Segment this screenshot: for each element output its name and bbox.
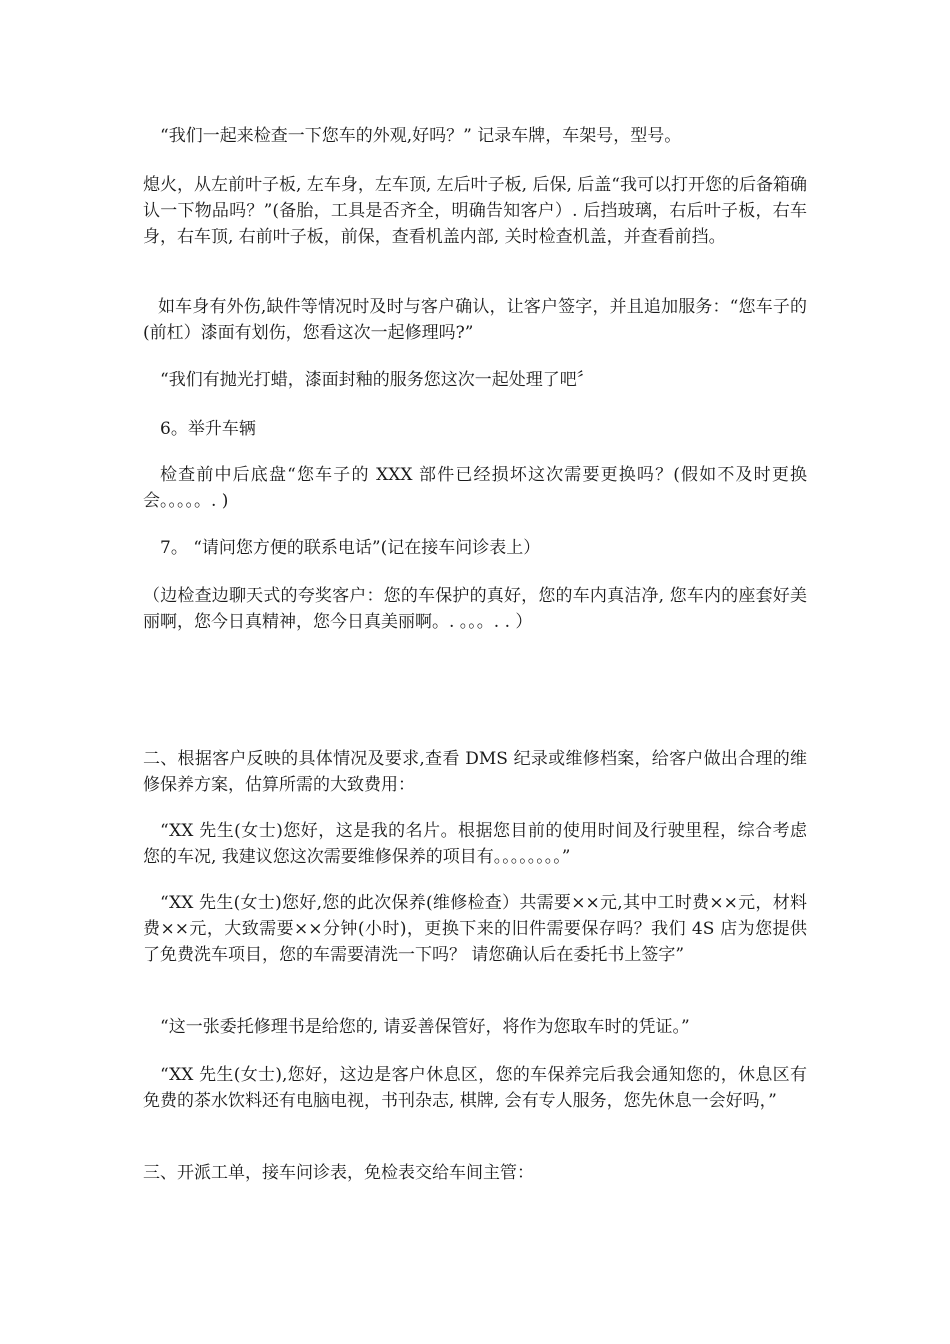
paragraph-section-2-heading: 二、根据客户反映的具体情况及要求,查看 DMS 纪录或维修档案，给客户做出合理的维修保养方案，估算所需的大致费用： (143, 749, 807, 795)
paragraph-lounge-area: “XX 先生(女士),您好，这边是客户休息区，您的车保养完后我会通知您的，休息区有免费的茶水饮料还有电脑电视，书刊杂志, 棋牌, 会有专人服务，您先休息一会好吗，” (143, 1065, 807, 1111)
paragraph-compliment-customer: （边检查边聊天式的夸奖客户：您的车保护的真好，您的车内真洁净, 您车内的座套好美丽啊，您今日真精神，您今日真美丽啊。. 。。。. . ） (143, 586, 807, 632)
paragraph-business-card: “XX 先生(女士)您好，这是我的名片。根据您目前的使用时间及行驶里程，综合考虑您的车况, 我建议您这次需要维修保养的项目有。。。。。。。。” (143, 821, 807, 867)
paragraph-cost-estimate: “XX 先生(女士)您好,您的此次保养(维修检查）共需要××元,其中工时费××元，材料费××元，大致需要××分钟(小时)，更换下来的旧件需要保存吗？我们 4S 店为您提供了免费洗车项目，您的车需要清洗一下吗？ 请您确认后在委托书上签字” (143, 893, 807, 965)
paragraph-chassis-check: 检查前中后底盘“您车子的 XXX 部件已经损坏这次需要更换吗？(假如不及时更换会。。。。。. ) (143, 465, 807, 511)
paragraph-exterior-check-intro: “我们一起来检查一下您车的外观,好吗？” 记录车牌，车架号，型号。 (160, 126, 682, 146)
paragraph-step-7-phone: 7。 “请问您方便的联系电话”(记在接车问诊表上） (160, 538, 541, 558)
paragraph-polish-wax-offer: “我们有抛光打蜡，漆面封釉的服务您这次一起处理了吧〞 (160, 370, 594, 390)
paragraph-section-3-heading: 三、开派工单，接车问诊表，免检表交给车间主管： (143, 1163, 534, 1183)
paragraph-walkaround-route: 熄火，从左前叶子板, 左车身，左车顶, 左后叶子板, 后保, 后盖“我可以打开您的后备箱确认一下物品吗？”(备胎，工具是否齐全，明确告知客户）. 后挡玻璃，右后叶子板，右车身，右车顶, 右前叶子板，前保，查看机盖内部, 关时检查机盖，并查看前挡。 (143, 175, 807, 247)
paragraph-repair-order-receipt: “这一张委托修理书是给您的, 请妥善保管好，将作为您取车时的凭证。” (160, 1017, 690, 1037)
paragraph-step-6-heading: 6。举升车辆 (160, 419, 256, 439)
paragraph-damage-confirmation: 如车身有外伤,缺件等情况时及时与客户确认，让客户签字，并且追加服务：“您车子的(前杠）漆面有划伤，您看这次一起修理吗?” (143, 297, 807, 343)
